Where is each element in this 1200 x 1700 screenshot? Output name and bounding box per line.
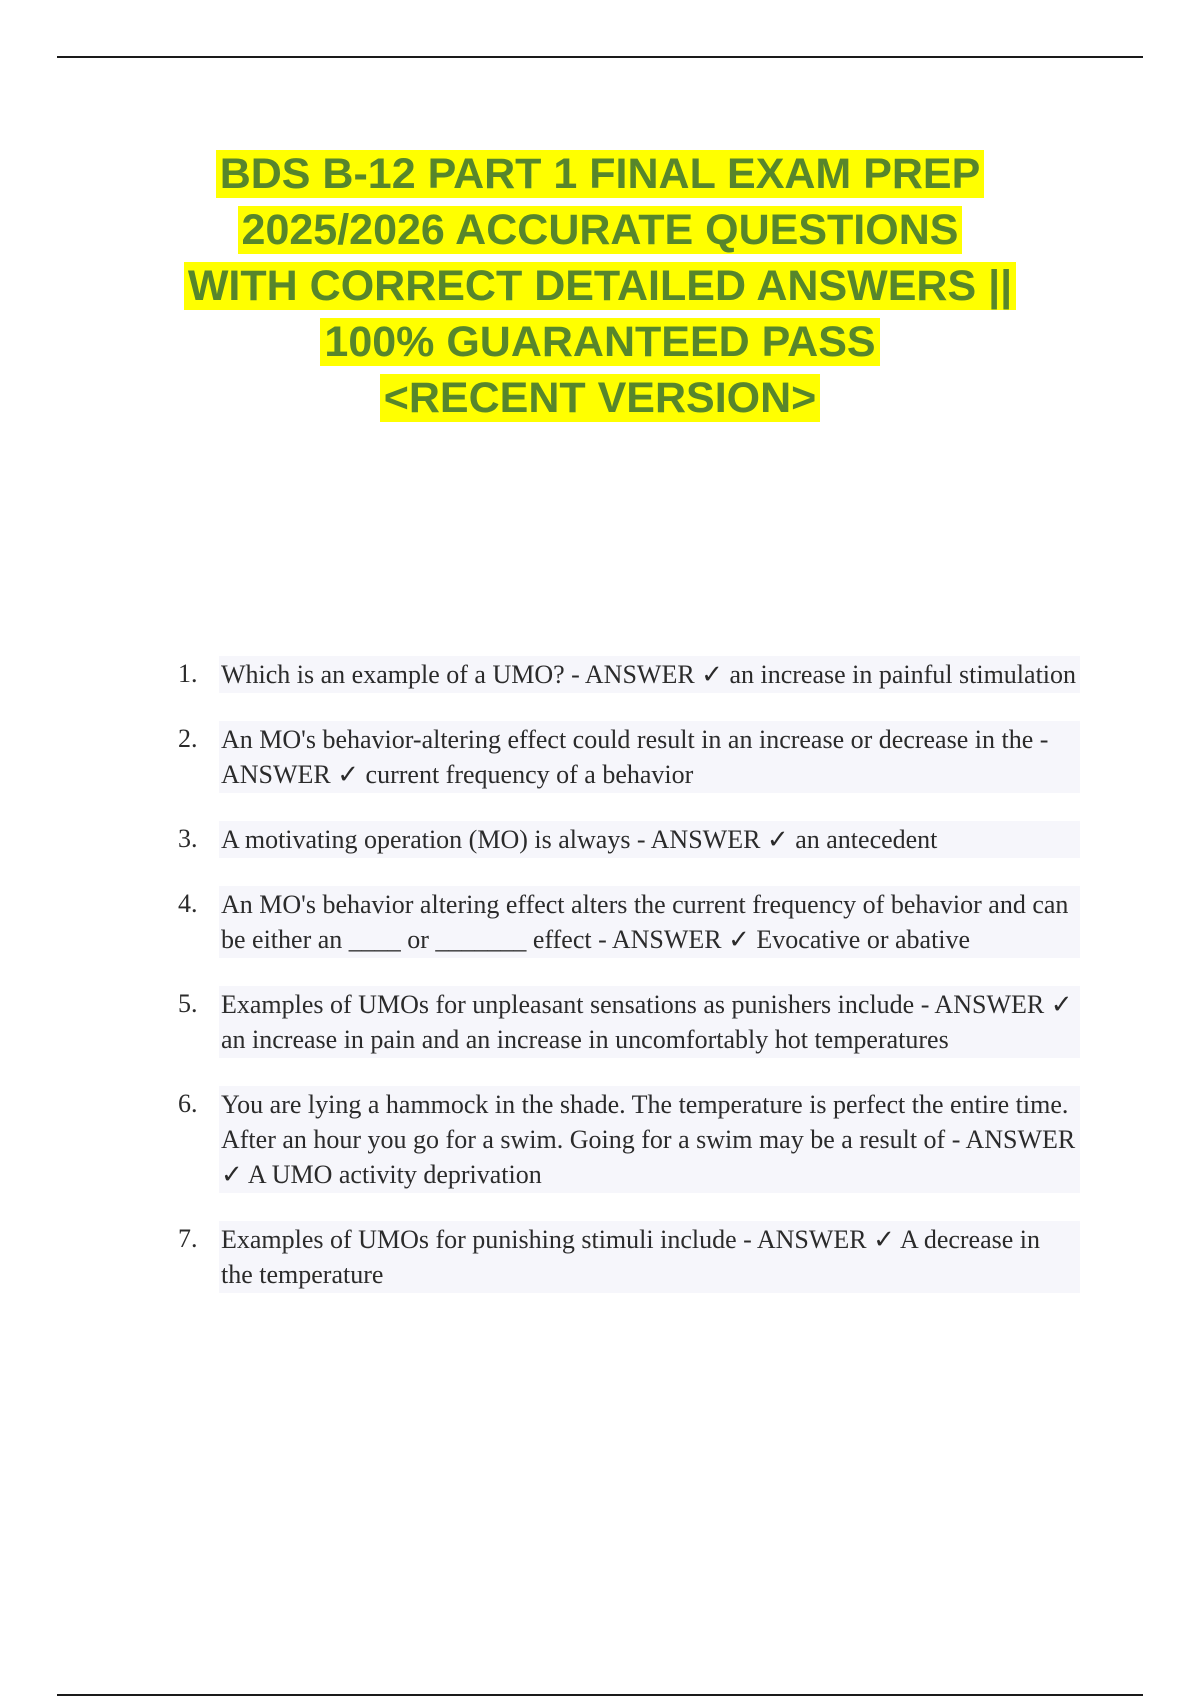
title-line-2: 2025/2026 ACCURATE QUESTIONS: [0, 202, 1200, 258]
top-rule: [57, 56, 1143, 58]
question-text: Examples of UMOs for unpleasant sensations as punishers include - ANSWER ✓ an increase in pain and an increase in uncomfortably hot temperatures: [219, 986, 1080, 1058]
title-line-4: 100% GUARANTEED PASS: [0, 314, 1200, 370]
question-text: An MO's behavior-altering effect could result in an increase or decrease in the - ANSWER ✓ current frequency of a behavior: [219, 721, 1080, 793]
question-item-3: [178, 821, 1080, 858]
title-line-3: WITH CORRECT DETAILED ANSWERS ||: [0, 258, 1200, 314]
question-text: An MO's behavior altering effect alters the current frequency of behavior and can be either an ____ or _______ effect - ANSWER ✓ Evocative or abative: [219, 886, 1080, 958]
question-item-4: [178, 886, 1080, 958]
question-item-6: [178, 1086, 1080, 1193]
question-list: [0, 656, 1200, 1321]
question-number: 2.: [178, 724, 198, 753]
bottom-rule: [57, 1694, 1143, 1696]
question-item-7: [178, 1221, 1080, 1293]
question-text: Which is an example of a UMO? - ANSWER ✓ an increase in painful stimulation: [219, 656, 1080, 693]
question-item-5: [178, 986, 1080, 1058]
question-number: 7.: [178, 1224, 198, 1253]
question-number: 6.: [178, 1089, 198, 1118]
title-line-1: BDS B-12 PART 1 FINAL EXAM PREP: [0, 146, 1200, 202]
document-title: [0, 146, 1200, 426]
question-text: A motivating operation (MO) is always - ANSWER ✓ an antecedent: [219, 821, 1080, 858]
question-item-2: [178, 721, 1080, 793]
question-number: 4.: [178, 889, 198, 918]
question-number: 5.: [178, 989, 198, 1018]
question-number: 1.: [178, 659, 198, 688]
title-line-5: <RECENT VERSION>: [0, 370, 1200, 426]
question-text: Examples of UMOs for punishing stimuli include - ANSWER ✓ A decrease in the temperature: [219, 1221, 1080, 1293]
question-number: 3.: [178, 824, 198, 853]
question-item-1: [178, 656, 1080, 693]
question-text: You are lying a hammock in the shade. The temperature is perfect the entire time. After an hour you go for a swim. Going for a swim may be a result of - ANSWER ✓ A UMO activity deprivation: [219, 1086, 1080, 1193]
